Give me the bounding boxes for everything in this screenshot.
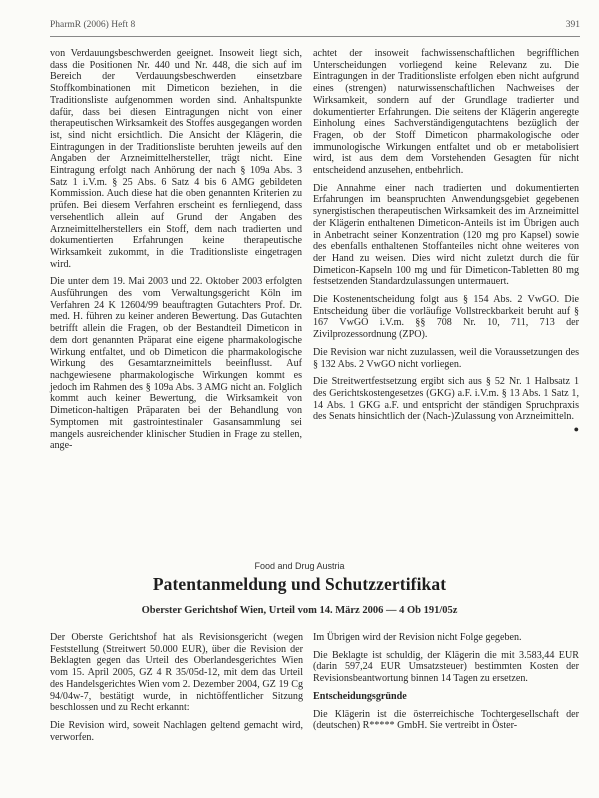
running-head [50,20,580,34]
paragraph: Die unter dem 19. Mai 2003 und 22. Oktober 2003 erfolgten Ausführungen des vom Verwaltungsgericht Köln im Verfahren 24 K 12604/99 beauftragten Gutachters Prof. Dr. med. H. führen zu keiner anderen Bewertung. Das Gutachten betrifft allein die Fragen, ob der Bestandteil Dimeticon in dem dort genannten Präparat eine eigene pharmakologische Wirkung entfaltet, und ob Dimeticon die pharmakologische Wirkung des Gesamtarzneimittels beeinflusst. Auf nachgewiesene pharmakologische Wirkungen kommt es jedoch im Rahmen des § 109a Abs. 3 AMG nicht an. Folglich kommt auch keiner Bewertung, die Wirksamkeit von Dimeticon-haltigen Präparaten bei der Behandlung von Symptomen mit gastrointestinaler Gasansammlung sei mangels ausreichender klinischer Studien in Frage zu stellen, ange- [50,276,302,452]
section-subheading: Entscheidungsgründe [313,690,407,702]
paragraph [313,376,579,435]
paragraph-text: Die Streitwertfestsetzung ergibt sich aus § 52 Nr. 1 Halbsatz 1 des Gerichtskostengesetzes (GKG) a.F. i.V.m. § 13 Abs. 1 Satz 1, 14 Abs. 1 GKG a.F. und entspricht der ständigen Spruchpraxis des Senats hinsichtlich der (Nach-)Zulassung von Arzneimitteln. [313,376,579,423]
lower-right-column [313,632,579,738]
paragraph: achtet der insoweit fachwissenschaftlichen begrifflichen Unterscheidungen vorliegend keine Relevanz zu. Die Eintragungen in der Traditionsliste erfolgen eben nicht aufgrund eines (strengen) naturwissenschaftlichen Nachweises der Wirksamkeit, sondern auf der Grundlage tradierter und dokumentierter Erfahrungen. Die seitens der Klägerin angeregte Einholung eines Sachverständigengutachtens bezüglich der Fragen, ob der Stoff Dimeticon pharmakologische oder immunologische Wirkungen entfaltet und ob er metabolisiert wird, ist aus dem dem Vorstehenden Gesagten für nicht entscheidend anzusehen, entbehrlich. [313,48,579,177]
lower-left-column [50,632,303,749]
article-title: Patentanmeldung und Schutzzertifikat [152,574,447,594]
end-mark-icon: ● [573,424,579,435]
page-number: 391 [565,20,580,30]
section-label: Food and Drug Austria [254,561,345,571]
paragraph: Die Kostenentscheidung folgt aus § 154 Abs. 2 VwGO. Die Entscheidung über die vorläufige Vollstreckbarkeit beruht auf § 167 VwGO i.V.m. §§ 708 Nr. 10, 711, 713 der Zivilprozessordnung (ZPO). [313,294,579,341]
upper-right-column [313,48,579,436]
paragraph: Die Revision war nicht zuzulassen, weil die Voraussetzungen des § 132 Abs. 2 VwGO nicht vorliegen. [313,346,579,370]
paragraph: Im Übrigen wird der Revision nicht Folge gegeben. [313,632,522,643]
upper-left-column [50,48,302,458]
paragraph: Die Beklagte ist schuldig, der Klägerin die mit 3.583,44 EUR (darin 597,24 EUR Umsatzsteuer) bestimmten Kosten der Revisionsbeantwortung binnen 14 Tagen zu ersetzen. [313,649,579,685]
header-rule [50,36,580,37]
journal-issue-label: PharmR (2006) Heft 8 [50,20,136,30]
paragraph: Die Klägerin ist die österreichische Tochtergesellschaft der (deutschen) R***** GmbH. Sie vertreibt in Öster- [313,708,579,732]
paragraph: Der Oberste Gerichtshof hat als Revisionsgericht (wegen Feststellung (Streitwert 50.000 EUR), über die Revision der Beklagten gegen das Urteil des Oberlandesgerichtes Wien vom 15. April 2005, GZ 4 R 35/05d-12, mit dem das Urteil des Handelsgerichtes Wien vom 2. Dezember 2004, GZ 19 Cg 94/04w-7, bestätigt wurde, in nichtöffentlicher Sitzung beschlossen und zu Recht erkannt: [50,632,303,714]
paragraph: Die Annahme einer nach tradierten und dokumentierten Erfahrungen im beanspruchten Anwendungsgebiet gegebenen synergistischen therapeutischen Wirksamkeit des im Arzneimittel der Klägerin enthaltenen Dimeticon-Anteils ist im Übrigen auch in Anbetracht seiner Konzentration (120 mg pro Kapsel) sowie des ebenfalls enthaltenen Stoffanteiles nicht ohne weiteres von der Hand zu weisen. Dies wird nicht zuletzt durch die für Dimeticon-Kapseln 100 mg und für Dimeticon-Tabletten 80 mg festsetzenden Standardzulassungen untermauert. [313,182,579,288]
paragraph: von Verdauungsbeschwerden geeignet. Insoweit liegt sich, dass die Positionen Nr. 440 und Nr. 448, die sich auf im Bereich der Verdauungsbeschwerden einsetzbare Stoffkombinationen mit Dimeticon beziehen, in die Traditionsliste aufgenommen worden sind. Anhaltspunkte dafür, dass bei diesen Eintragungen nicht von einer therapeutischen Wirksamkeit des Stoffes ausgegangen worden ist, sind nicht ersichtlich. Die Ansicht der Klägerin, die Eintragungen in der Traditionsliste beruhten jeweils auf den Angaben der Arzneimittelhersteller, trägt nicht. Eine Eintragung erfolgt nach Anhörung der nach § 109a Abs. 3 Satz 1 i.V.m. § 25 Abs. 6 Satz 4 bis 6 AMG gebildeten Kommission. Auch diese hat die oben genannten Kriterien zu prüfen. Bei diesem Verfahren erscheint es fernliegend, dass versehentlich allein auf Grund der Angaben des Arzneimittelherstellers ein Stoff, dem nach tradierten und dokumentierten Erfahrungen keine therapeutische Wirksamkeit zukommt, in die Traditionsliste eingetragen wird. [50,48,302,270]
paragraph: Die Revision wird, soweit Nachlagen geltend gemacht wird, verworfen. [50,719,303,743]
article-subtitle: Oberster Gerichtshof Wien, Urteil vom 14. März 2006 — 4 Ob 191/05z [141,605,458,616]
